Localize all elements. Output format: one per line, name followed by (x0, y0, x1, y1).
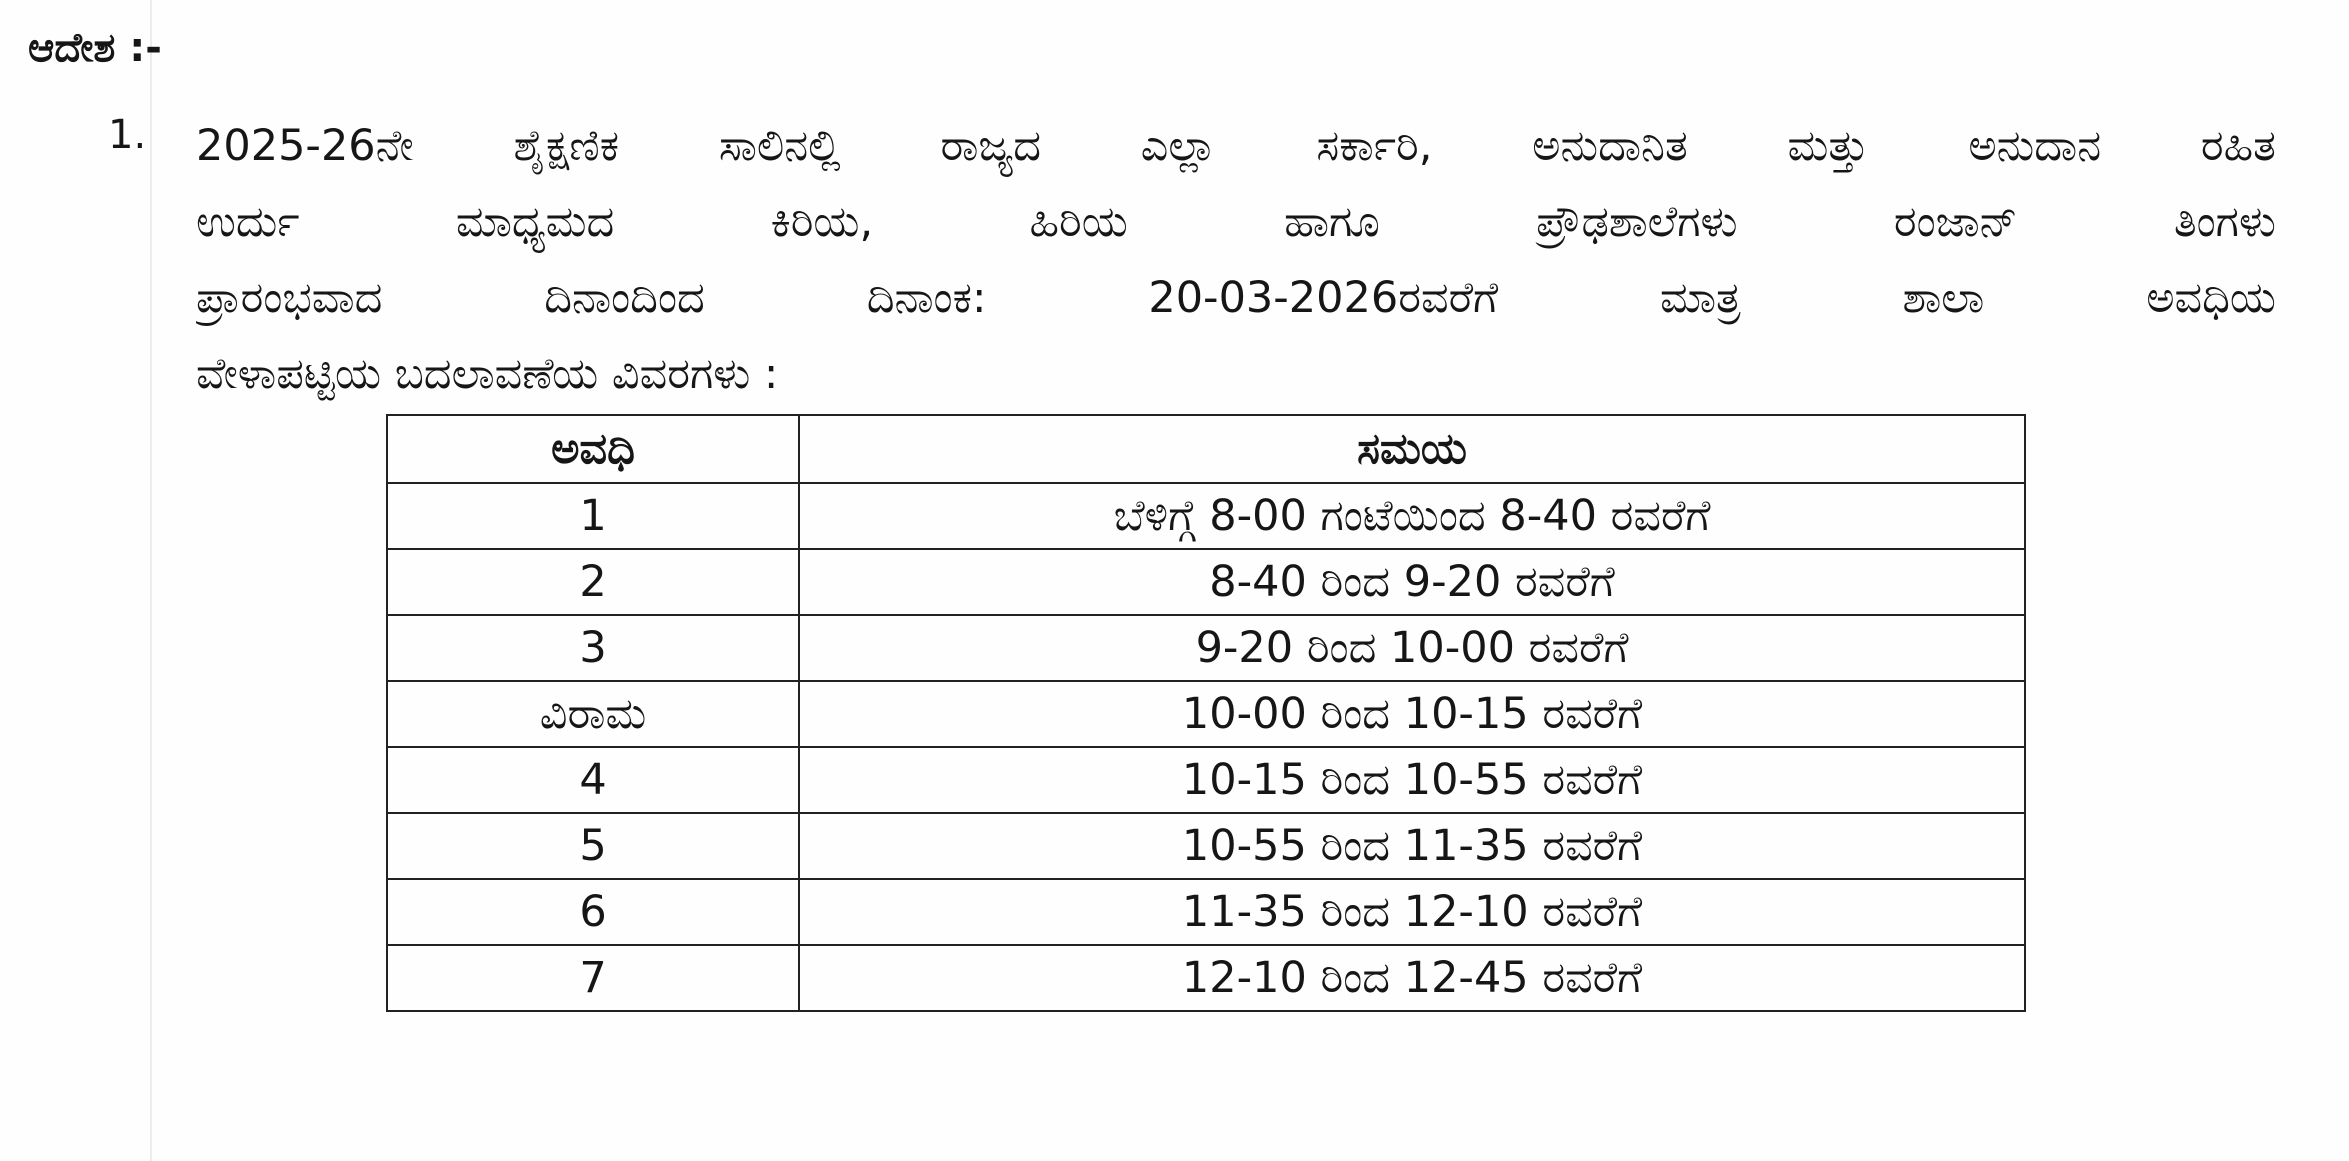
paragraph-word: ಪ್ರೌಢಶಾಲೆಗಳು (1536, 197, 1738, 247)
paragraph-line-4: ವೇಳಾಪಟ್ಟಿಯ ಬದಲಾವಣೆಯ ವಿವರಗಳು : (196, 349, 779, 399)
paragraph-word: ಶೈಕ್ಷಣಿಕ (513, 121, 620, 171)
paragraph-line-2 (196, 184, 2276, 260)
paragraph-word: ತಿಂಗಳು (2173, 197, 2276, 247)
table-row (387, 879, 2025, 945)
paragraph-word: ಶಾಲಾ (1902, 273, 1985, 323)
period-cell: 3 (387, 615, 799, 681)
order-heading: ಆದೇಶ :- (28, 25, 162, 71)
schedule-table (386, 414, 2026, 1012)
time-cell: ಬೆಳಿಗ್ಗೆ 8-00 ಗಂಟೆಯಿಂದ 8-40 ರವರೆಗೆ (799, 483, 2025, 549)
paragraph-line-3 (196, 260, 2276, 336)
header-time: ಸಮಯ (799, 415, 2025, 483)
period-cell: 2 (387, 549, 799, 615)
table-row (387, 549, 2025, 615)
paragraph-word: ಸಾಲಿನಲ್ಲಿ (718, 121, 841, 171)
time-cell: 10-00 ರಿಂದ 10-15 ರವರೆಗೆ (799, 681, 2025, 747)
period-cell: 4 (387, 747, 799, 813)
paragraph-word: ರಂಜಾನ್ (1893, 197, 2018, 247)
header-period: ಅವಧಿ (387, 415, 799, 483)
time-cell: 11-35 ರಿಂದ 12-10 ರವರೆಗೆ (799, 879, 2025, 945)
paragraph-word: ಹಾಗೂ (1284, 197, 1380, 247)
table-row (387, 681, 2025, 747)
paragraph-word: 2025-26ನೇ (196, 121, 414, 171)
table-header-row (387, 415, 2025, 483)
paragraph-word: ಮಾತ್ರ (1659, 273, 1741, 323)
paragraph-word: ಕಿರಿಯ, (770, 197, 874, 247)
paragraph-word: ಉರ್ದು (196, 197, 300, 247)
time-cell: 10-15 ರಿಂದ 10-55 ರವರೆಗೆ (799, 747, 2025, 813)
period-cell: 6 (387, 879, 799, 945)
period-cell: ವಿರಾಮ (387, 681, 799, 747)
paragraph-word: ಮಾಧ್ಯಮದ (455, 197, 615, 247)
period-cell: 1 (387, 483, 799, 549)
order-paragraph (196, 108, 2276, 412)
table-row (387, 483, 2025, 549)
time-cell: 9-20 ರಿಂದ 10-00 ರವರೆಗೆ (799, 615, 2025, 681)
time-cell: 10-55 ರಿಂದ 11-35 ರವರೆಗೆ (799, 813, 2025, 879)
paragraph-word: ದಿನಾಂಕ: (866, 273, 987, 323)
period-cell: 7 (387, 945, 799, 1011)
paragraph-line-1 (196, 108, 2276, 184)
paragraph-word: ದಿನಾಂದಿಂದ (544, 273, 705, 323)
paragraph-word: ಹಿರಿಯ (1029, 197, 1128, 247)
paragraph-word: 20-03-2026ರವರೆಗೆ (1148, 273, 1499, 323)
paragraph-word: ಸರ್ಕಾರಿ, (1316, 121, 1433, 171)
time-cell: 12-10 ರಿಂದ 12-45 ರವರೆಗೆ (799, 945, 2025, 1011)
paragraph-word: ರಾಜ್ಯದ (940, 121, 1042, 171)
table-row (387, 615, 2025, 681)
table-row (387, 945, 2025, 1011)
time-cell: 8-40 ರಿಂದ 9-20 ರವರೆಗೆ (799, 549, 2025, 615)
paragraph-word: ಮತ್ತು (1787, 121, 1869, 171)
paragraph-word: ಅವಧಿಯ (2146, 273, 2276, 323)
page-margin-line (150, 0, 152, 1161)
paragraph-word: ಪ್ರಾರಂಭವಾದ (196, 273, 383, 323)
paragraph-word: ರಹಿತ (2200, 121, 2276, 171)
paragraph-word: ಅನುದಾನಿತ (1532, 121, 1688, 171)
paragraph-word: ಎಲ್ಲಾ (1140, 121, 1217, 171)
item-number: 1. (108, 112, 147, 158)
table-row (387, 747, 2025, 813)
paragraph-word: ಅನುದಾನ (1968, 121, 2102, 171)
table-row (387, 813, 2025, 879)
period-cell: 5 (387, 813, 799, 879)
